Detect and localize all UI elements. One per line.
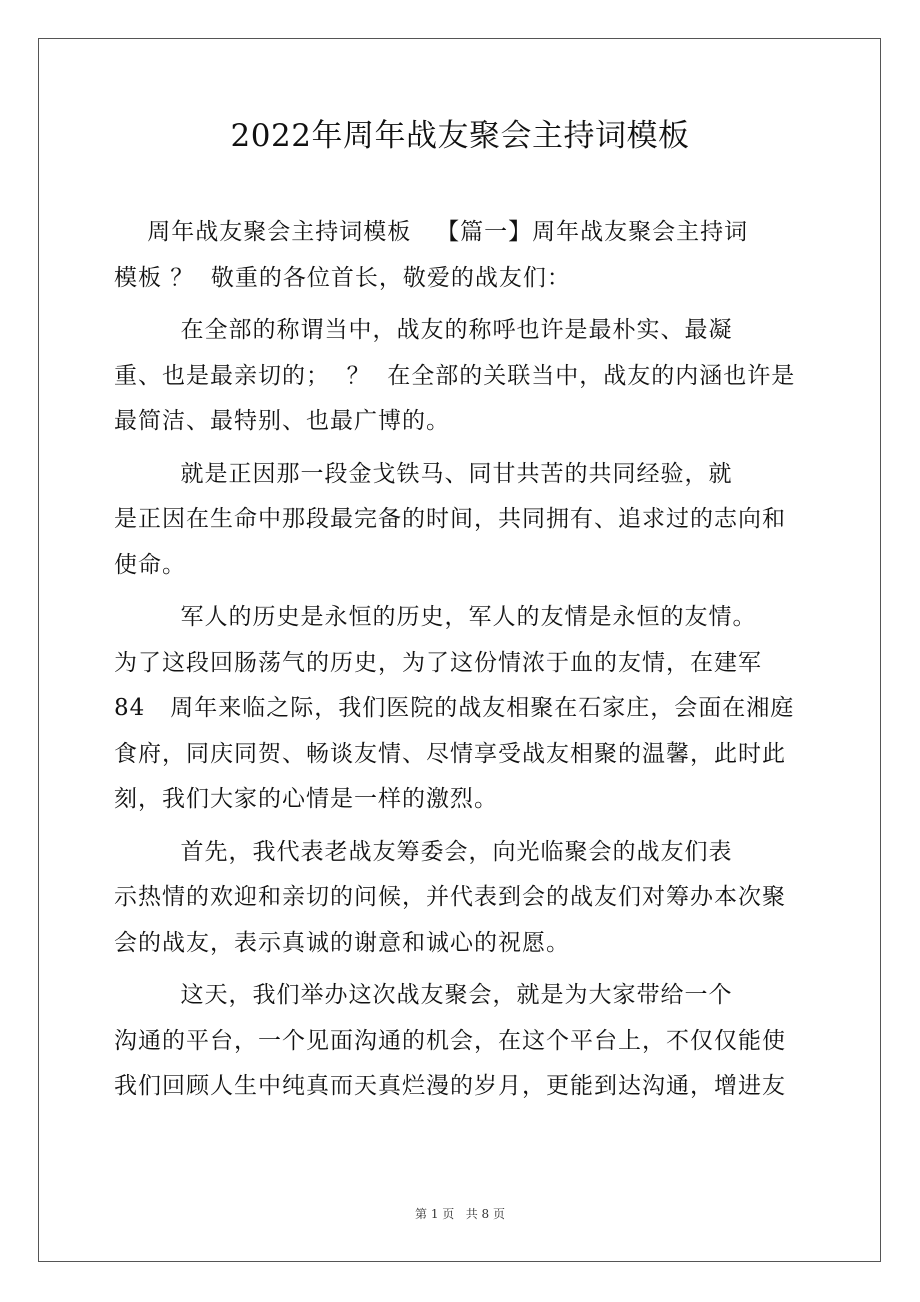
document-title: 2022年周年战友聚会主持词模板 — [230, 118, 690, 154]
text-line: 刻，我们大家的心情是一样的激烈。 — [114, 786, 498, 812]
text-line: 在全部的称谓当中，战友的称呼也许是最朴实、最凝 — [114, 317, 733, 343]
text-line: 这天，我们举办这次战友聚会，就是为大家带给一个 — [114, 982, 733, 1008]
text-line: 军人的历史是永恒的历史，军人的友情是永恒的友情。 — [114, 604, 757, 630]
text-line: 最简洁、最特别、也最广博的。 — [114, 408, 450, 434]
text-line: 会的战友，表示真诚的谢意和诚心的祝愿。 — [114, 929, 570, 956]
text-line: 周年战友聚会主持词模板 【篇一】周年战友聚会主持词 — [114, 219, 749, 245]
text-line: 就是正因那一段金戈铁马、同甘共苦的共同经验，就 — [114, 460, 733, 487]
text-line: 为了这段回肠荡气的历史，为了这份情浓于血的友情，在建军 — [114, 649, 762, 676]
text-line: 沟通的平台，一个见面沟通的机会，在这个平台上，不仅仅能使 — [114, 1027, 786, 1054]
text-line: 首先，我代表老战友筹委会，向光临聚会的战友们表 — [114, 838, 733, 865]
text-line: 是正因在生命中那段最完备的时间，共同拥有、追求过的志向和 — [114, 506, 786, 532]
text-line: 示热情的欢迎和亲切的问候，并代表到会的战友们对筹办本次聚 — [114, 884, 786, 910]
text-line: 使命。 — [114, 551, 186, 578]
text-line: 我们回顾人生中纯真而天真烂漫的岁月，更能到达沟通，增进友 — [114, 1073, 786, 1099]
text-line: 模板 ？ 敬重的各位首长，敬爱的战友们： — [114, 264, 571, 291]
text-line: 食府，同庆同贺、畅谈友情、尽情享受战友相聚的温馨，此时此 — [114, 740, 786, 767]
page-footer: 第 1 页 共 8 页 — [415, 1207, 505, 1221]
text-line: 重、也是最亲切的； ？ 在全部的关联当中，战友的内涵也许是 — [114, 362, 796, 389]
text-line: 84 周年来临之际，我们医院的战友相聚在石家庄，会面在湘庭 — [114, 695, 795, 721]
